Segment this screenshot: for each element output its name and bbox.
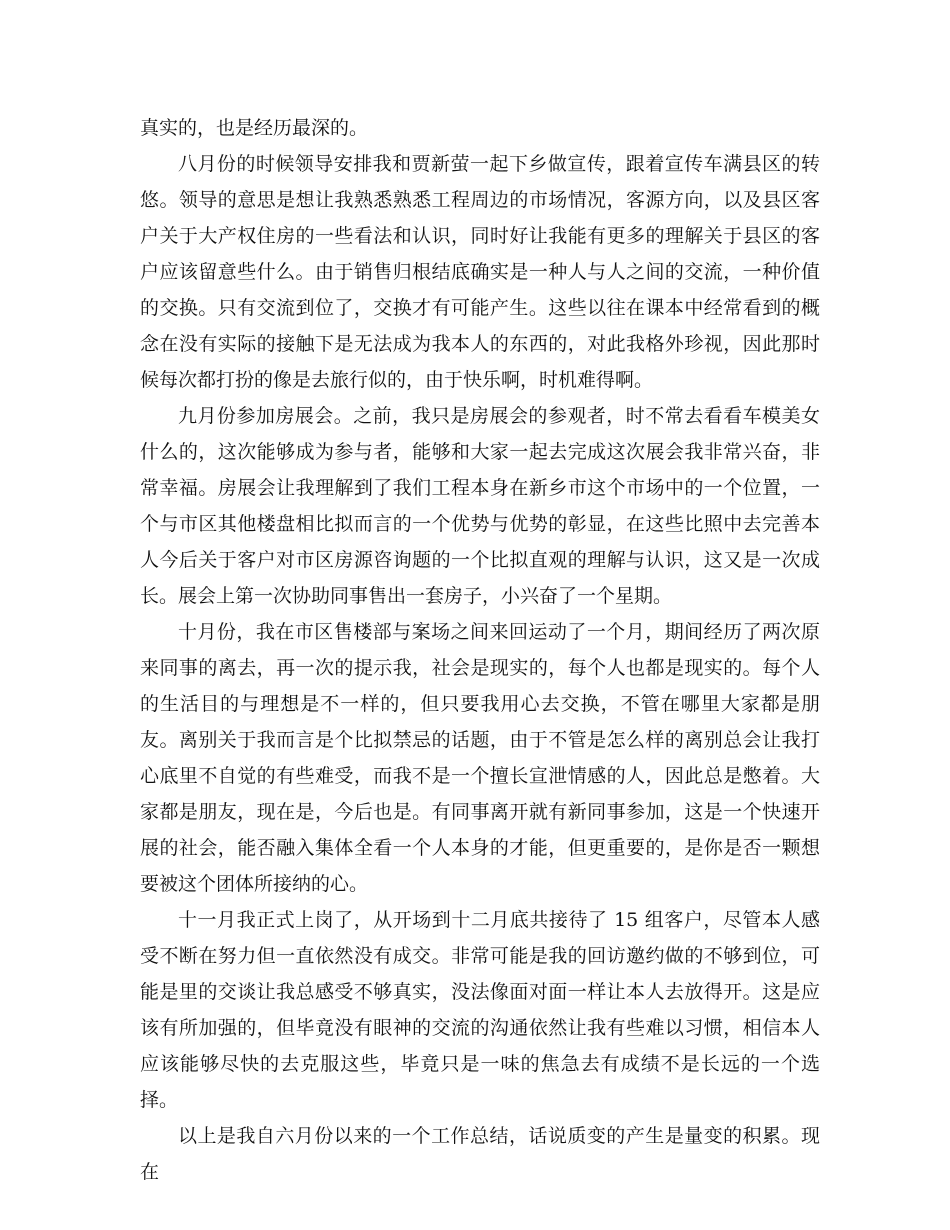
- paragraph-august: 八月份的时候领导安排我和贾新萤一起下乡做宣传，跟着宣传车满县区的转悠。领导的意思是想让我熟悉熟悉工程周边的市场情况，客源方向，以及县区客户关于大产权住房的一些看法和认识，同时好让我能有更多的理解关于县区的客户应该留意些什么。由于销售归根结底确实是一种人与人之间的交流，一种价值的交换。只有交流到位了，交换才有可能产生。这些以往在课本中经常看到的概念在没有实际的接触下是无法成为我本人的东西的，对此我格外珍视，因此那时候每次都打扮的像是去旅行似的，由于快乐啊，时机难得啊。: [140, 153, 820, 391]
- paragraph-summary: 以上是我自六月份以来的一个工作总结，话说质变的产生是量变的积累。现在: [140, 1125, 820, 1183]
- paragraph-october: 十月份，我在市区售楼部与案场之间来回运动了一个月，期间经历了两次原来同事的离去，再一次的提示我，社会是现实的，每个人也都是现实的。每个人的生活目的与理想是不一样的，但只要我用心去交换，不管在哪里大家都是朋友。离别关于我而言是个比拟禁忌的话题，由于不管是怎么样的离别总会让我打心底里不自觉的有些难受，而我不是一个擅长宣泄情感的人，因此总是憋着。大家都是朋友，现在是，今后也是。有同事离开就有新同事参加，这是一个快速开展的社会，能否融入集体全看一个人本身的才能，但更重要的，是你是否一颗想要被这个团体所接纳的心。: [140, 621, 820, 895]
- paragraph-continuation: 真实的，也是经历最深的。: [140, 117, 369, 139]
- paragraph-november: 十一月我正式上岗了，从开场到十二月底共接待了 15 组客户，尽管本人感受不断在努力但一直依然没有成交。非常可能是我的回访邀约做的不够到位，可能是里的交谈让我总感受不够真实，没法像面对面一样让本人去放得开。这是应该有所加强的，但毕竟没有眼神的交流的沟通依然让我有些难以习惯，相信本人应该能够尽快的去克服这些，毕竟只是一味的焦急去有成绩不是长远的一个选择。: [140, 909, 820, 1111]
- document-body: [140, 110, 820, 1190]
- paragraph-september: 九月份参加房展会。之前，我只是房展会的参观者，时不常去看看车模美女什么的，这次能够成为参与者，能够和大家一起去完成这次展会我非常兴奋，非常幸福。房展会让我理解到了我们工程本身在新乡市这个市场中的一个位置，一个与市区其他楼盘相比拟而言的一个优势与优势的彰显，在这些比照中去完善本人今后关于客户对市区房源咨询题的一个比拟直观的理解与认识，这又是一次成长。展会上第一次协助同事售出一套房子，小兴奋了一个星期。: [140, 405, 820, 607]
